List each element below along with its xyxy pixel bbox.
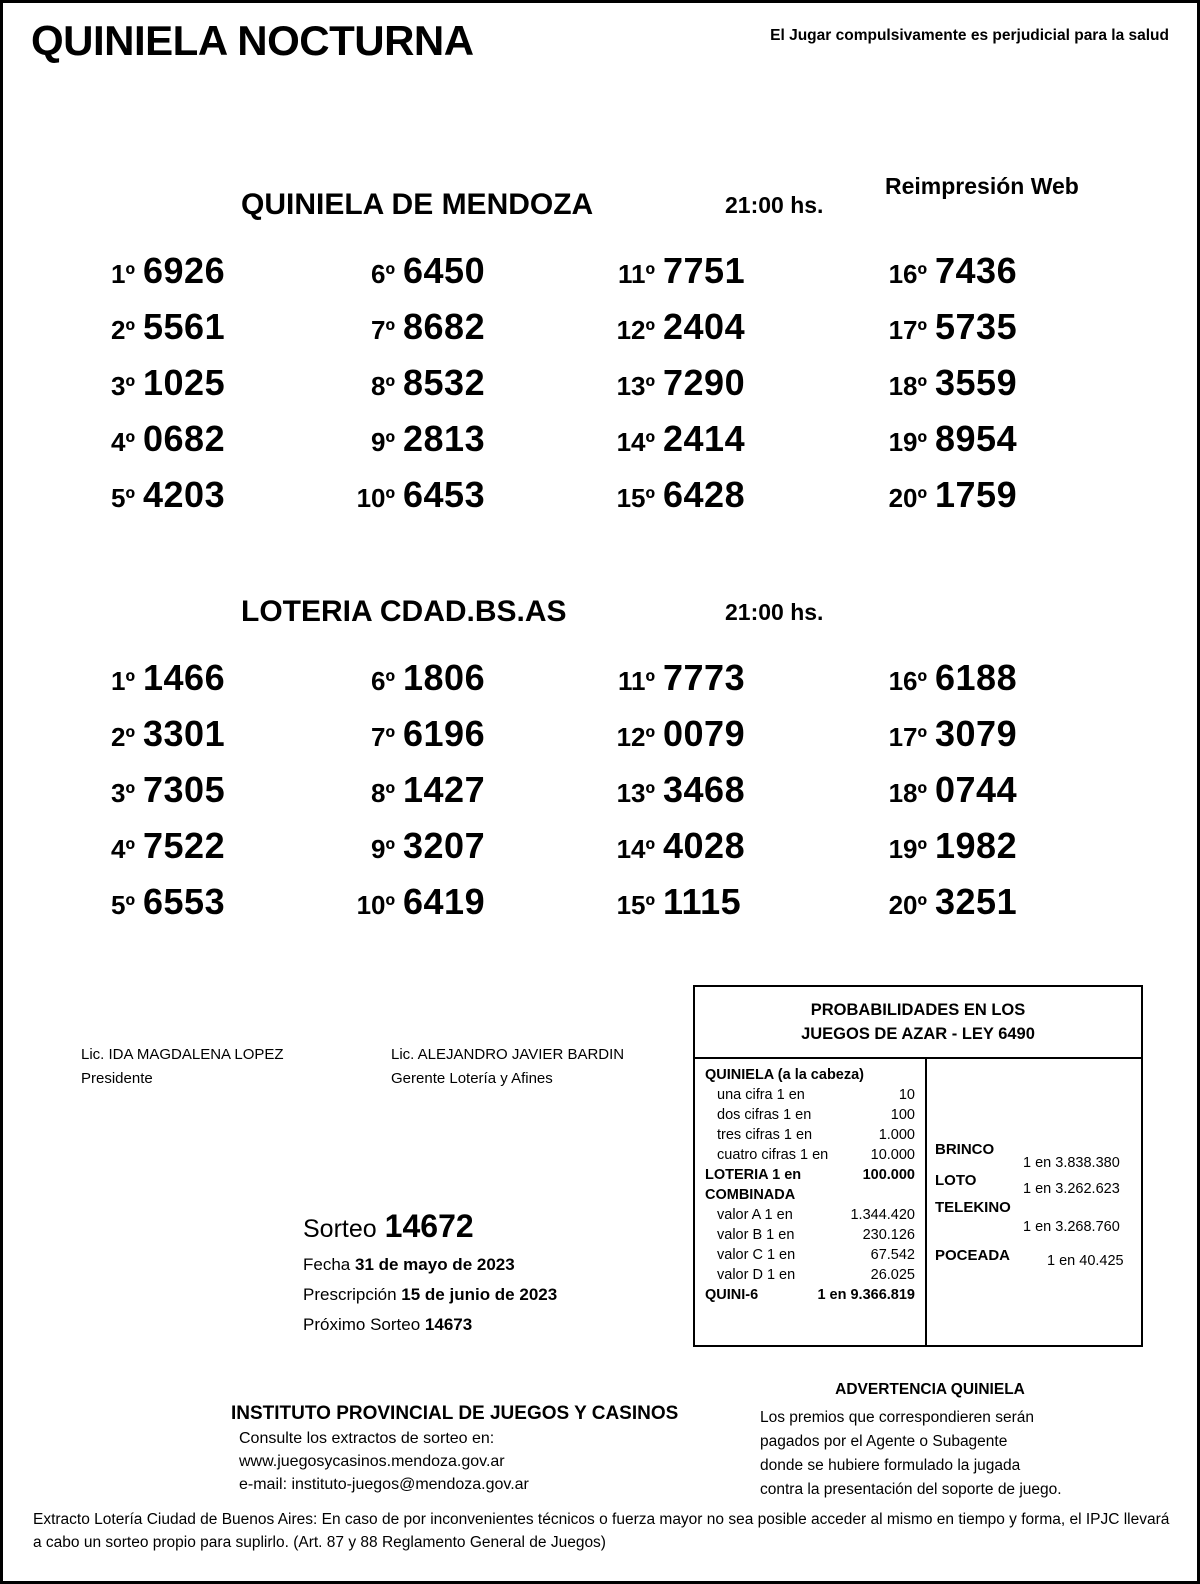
result-number: 7522 xyxy=(143,825,226,866)
result-position: 6º xyxy=(371,259,395,289)
result-cell xyxy=(875,250,1017,302)
result-cell xyxy=(875,825,1017,877)
probability-value: 10 xyxy=(898,1086,915,1103)
probability-label: COMBINADA xyxy=(705,1186,796,1203)
result-position: 14º xyxy=(616,834,655,864)
result-cell xyxy=(83,713,225,765)
result-number: 2414 xyxy=(663,418,746,459)
institute-title: INSTITUTO PROVINCIAL DE JUEGOS Y CASINOS xyxy=(231,1403,679,1424)
result-cell xyxy=(603,713,745,765)
signature-name: Lic. IDA MAGDALENA LOPEZ xyxy=(81,1046,284,1063)
result-position: 11º xyxy=(618,666,655,696)
result-cell xyxy=(83,362,225,414)
reprint-label: Reimpresión Web xyxy=(885,173,1079,199)
result-position: 15º xyxy=(616,483,655,513)
result-number: 6188 xyxy=(935,657,1018,698)
result-number: 5735 xyxy=(935,306,1018,347)
result-cell xyxy=(603,474,745,526)
result-cell xyxy=(343,713,485,765)
probability-row xyxy=(695,1107,925,1127)
probability-row xyxy=(695,1247,925,1267)
sorteo-fecha xyxy=(303,1255,673,1275)
result-number: 6196 xyxy=(403,713,486,754)
result-number: 5561 xyxy=(143,306,226,347)
result-number: 8954 xyxy=(935,418,1018,459)
result-number: 3559 xyxy=(935,362,1018,403)
probability-label: una cifra 1 en xyxy=(717,1086,805,1103)
result-cell xyxy=(83,657,225,709)
probability-value: 1.000 xyxy=(878,1126,915,1143)
result-cell xyxy=(343,250,485,302)
probability-row xyxy=(695,1227,925,1247)
result-cell xyxy=(83,250,225,302)
draw-name: QUINIELA DE MENDOZA xyxy=(241,188,594,221)
probabilities-body xyxy=(695,1057,1141,1345)
draw-header xyxy=(3,188,1200,244)
probability-row xyxy=(695,1207,925,1227)
sorteo-proximo xyxy=(303,1315,673,1335)
probability-label: valor C 1 en xyxy=(717,1246,796,1263)
game-name xyxy=(935,1141,994,1158)
footnote: Extracto Lotería Ciudad de Buenos Aires: En caso de por inconvenientes técnicos o fuerza mayor no sea posible acceder al mismo en tiempo y forma, el IPJC llevará a cabo un sorteo propio para suplirlo. (Art. 87 y 88 Reglamento General de Juegos) xyxy=(33,1511,1170,1552)
result-number: 1759 xyxy=(935,474,1018,515)
result-number: 6450 xyxy=(403,250,486,291)
probability-label: QUINIELA (a la cabeza) xyxy=(705,1066,865,1083)
result-position: 10º xyxy=(356,890,395,920)
probability-row xyxy=(695,1287,925,1307)
advertencia-line: Los premios que correspondieren serán xyxy=(760,1409,1034,1427)
result-cell xyxy=(83,418,225,470)
result-number: 7290 xyxy=(663,362,746,403)
probability-label: valor A 1 en xyxy=(717,1206,793,1223)
advertencia-line: contra la presentación del soporte de juego. xyxy=(760,1481,1062,1499)
probability-value: 100.000 xyxy=(862,1166,915,1183)
result-cell xyxy=(343,306,485,358)
result-number: 3207 xyxy=(403,825,486,866)
result-position: 18º xyxy=(888,371,927,401)
probabilities-title-line1: PROBABILIDADES EN LOS xyxy=(810,1001,1026,1019)
result-cell xyxy=(875,306,1017,358)
draw-time: 21:00 hs. xyxy=(725,192,824,218)
game-name xyxy=(935,1247,1010,1264)
results-grid xyxy=(3,250,1200,530)
draw-name: LOTERIA CDAD.BS.AS xyxy=(241,595,567,628)
result-number: 6419 xyxy=(403,881,486,922)
result-position: 17º xyxy=(888,722,927,752)
probability-row xyxy=(695,1087,925,1107)
game-name xyxy=(935,1172,976,1189)
result-cell xyxy=(603,306,745,358)
game-name-label: TELEKINO xyxy=(935,1198,1011,1216)
result-position: 17º xyxy=(888,315,927,345)
proximo-value: 14673 xyxy=(424,1315,473,1334)
probability-row xyxy=(695,1267,925,1287)
probability-value: 100 xyxy=(890,1106,915,1123)
probability-value: 67.542 xyxy=(870,1246,915,1263)
game-odds: 1 en 3.838.380 xyxy=(1023,1154,1120,1171)
result-cell xyxy=(875,657,1017,709)
result-position: 8º xyxy=(371,371,395,401)
result-cell xyxy=(83,306,225,358)
result-number: 0744 xyxy=(935,769,1018,810)
result-position: 2º xyxy=(111,722,135,752)
result-position: 13º xyxy=(616,371,655,401)
probabilities-right-column xyxy=(927,1059,1141,1345)
result-position: 1º xyxy=(111,259,135,289)
advertencia-block xyxy=(760,1378,1100,1502)
masthead xyxy=(31,17,1169,71)
result-number: 3301 xyxy=(143,713,226,754)
probability-row xyxy=(695,1067,925,1087)
game-name-label: BRINCO xyxy=(935,1140,995,1158)
result-position: 4º xyxy=(111,834,135,864)
game-name-label: LOTO xyxy=(935,1171,977,1189)
result-number: 1806 xyxy=(403,657,486,698)
gambling-warning: El Jugar compulsivamente es perjudicial para la salud xyxy=(770,27,1169,44)
result-position: 9º xyxy=(371,834,395,864)
signature-role: Gerente Lotería y Afines xyxy=(391,1070,553,1087)
result-cell xyxy=(343,362,485,414)
result-cell xyxy=(603,250,745,302)
game-odds: 1 en 40.425 xyxy=(1047,1252,1124,1269)
result-cell xyxy=(603,418,745,470)
result-number: 6428 xyxy=(663,474,746,515)
signature-name: Lic. ALEJANDRO JAVIER BARDIN xyxy=(391,1046,625,1063)
game-odds: 1 en 3.262.623 xyxy=(1023,1180,1120,1197)
probability-row xyxy=(695,1167,925,1187)
result-cell xyxy=(875,881,1017,933)
result-position: 19º xyxy=(888,427,927,457)
sorteo-info xyxy=(303,1208,673,1335)
result-number: 3079 xyxy=(935,713,1018,754)
result-position: 9º xyxy=(371,427,395,457)
prescripcion-label: Prescripción xyxy=(303,1285,397,1304)
result-position: 13º xyxy=(616,778,655,808)
result-number: 7773 xyxy=(663,657,746,698)
draw-time: 21:00 hs. xyxy=(725,599,824,625)
result-cell xyxy=(83,769,225,821)
probability-value: 1 en 9.366.819 xyxy=(817,1286,915,1303)
result-position: 7º xyxy=(371,722,395,752)
institute-block xyxy=(231,1403,721,1494)
result-position: 5º xyxy=(111,483,135,513)
probability-label: valor D 1 en xyxy=(717,1266,796,1283)
result-number: 3468 xyxy=(663,769,746,810)
probabilities-title-line2: JUEGOS DE AZAR - LEY 6490 xyxy=(801,1024,1035,1043)
result-position: 12º xyxy=(616,722,655,752)
result-cell xyxy=(875,362,1017,414)
result-position: 2º xyxy=(111,315,135,345)
result-position: 1º xyxy=(111,666,135,696)
result-cell xyxy=(343,825,485,877)
result-position: 11º xyxy=(618,259,655,289)
result-cell xyxy=(83,474,225,526)
probability-label: cuatro cifras 1 en xyxy=(717,1146,829,1163)
result-position: 15º xyxy=(616,890,655,920)
draw-block-bsas xyxy=(3,595,1200,937)
probability-row xyxy=(695,1187,925,1207)
institute-email: e-mail: instituto-juegos@mendoza.gov.ar xyxy=(239,1476,529,1493)
draw-header xyxy=(3,595,1200,651)
probabilities-panel xyxy=(693,985,1143,1347)
game-odds: 1 en 3.268.760 xyxy=(1023,1218,1120,1235)
sorteo-prescripcion xyxy=(303,1285,673,1305)
result-cell xyxy=(603,657,745,709)
result-position: 3º xyxy=(111,371,135,401)
results-grid xyxy=(3,657,1200,937)
sorteo-label: Sorteo xyxy=(303,1215,377,1243)
result-position: 20º xyxy=(888,890,927,920)
probabilities-left-column xyxy=(695,1059,927,1345)
result-cell xyxy=(603,825,745,877)
signature-role: Presidente xyxy=(81,1070,153,1087)
advertencia-line: donde se hubiere formulado la jugada xyxy=(760,1457,1021,1475)
result-cell xyxy=(603,881,741,933)
result-position: 20º xyxy=(888,483,927,513)
probability-value: 230.126 xyxy=(862,1226,915,1243)
result-cell xyxy=(343,418,485,470)
institute-website: www.juegosycasinos.mendoza.gov.ar xyxy=(239,1453,505,1470)
result-position: 10º xyxy=(356,483,395,513)
probability-label: valor B 1 en xyxy=(717,1226,795,1243)
result-position: 19º xyxy=(888,834,927,864)
game-name xyxy=(935,1199,1011,1216)
result-number: 6926 xyxy=(143,250,226,291)
probability-row xyxy=(695,1127,925,1147)
result-number: 3251 xyxy=(935,881,1018,922)
probability-label: dos cifras 1 en xyxy=(717,1106,812,1123)
probability-value: 26.025 xyxy=(870,1266,915,1283)
result-cell xyxy=(343,474,485,526)
fecha-value: 31 de mayo de 2023 xyxy=(354,1255,515,1274)
result-position: 16º xyxy=(888,666,927,696)
sorteo-number-line xyxy=(303,1208,673,1245)
signature-president xyxy=(81,1046,284,1087)
probability-row xyxy=(695,1147,925,1167)
result-cell xyxy=(875,418,1017,470)
result-cell xyxy=(875,474,1017,526)
institute-line-consulte: Consulte los extractos de sorteo en: xyxy=(239,1430,495,1447)
result-cell xyxy=(343,769,485,821)
result-cell xyxy=(83,881,225,933)
result-cell xyxy=(603,769,745,821)
probability-label: LOTERIA 1 en xyxy=(705,1166,802,1183)
draw-block-mendoza xyxy=(3,188,1200,530)
result-number: 1982 xyxy=(935,825,1018,866)
result-position: 12º xyxy=(616,315,655,345)
result-number: 1466 xyxy=(143,657,226,698)
probabilities-title xyxy=(695,987,1141,1057)
probability-value: 10.000 xyxy=(870,1146,915,1163)
signature-manager xyxy=(391,1046,624,1087)
result-number: 7305 xyxy=(143,769,226,810)
result-cell xyxy=(343,657,485,709)
result-number: 0682 xyxy=(143,418,226,459)
result-cell xyxy=(83,825,225,877)
result-number: 4028 xyxy=(663,825,746,866)
prescripcion-value: 15 de junio de 2023 xyxy=(401,1285,558,1304)
page-title: QUINIELA NOCTURNA xyxy=(31,17,474,64)
result-number: 6553 xyxy=(143,881,226,922)
result-position: 7º xyxy=(371,315,395,345)
result-number: 2813 xyxy=(403,418,486,459)
result-position: 16º xyxy=(888,259,927,289)
result-number: 4203 xyxy=(143,474,226,515)
result-position: 3º xyxy=(111,778,135,808)
advertencia-title: ADVERTENCIA QUINIELA xyxy=(835,1381,1025,1398)
probability-value: 1.344.420 xyxy=(850,1206,915,1223)
result-position: 18º xyxy=(888,778,927,808)
result-number: 8682 xyxy=(403,306,486,347)
result-position: 8º xyxy=(371,778,395,808)
result-position: 14º xyxy=(616,427,655,457)
result-cell xyxy=(875,713,1017,765)
sorteo-number: 14672 xyxy=(384,1208,474,1244)
result-cell xyxy=(603,362,745,414)
result-position: 5º xyxy=(111,890,135,920)
probability-label: QUINI-6 xyxy=(705,1286,759,1303)
advertencia-line: pagados por el Agente o Subagente xyxy=(760,1433,1008,1451)
result-position: 6º xyxy=(371,666,395,696)
result-number: 2404 xyxy=(663,306,746,347)
result-number: 7436 xyxy=(935,250,1018,291)
result-number: 6453 xyxy=(403,474,486,515)
result-number: 0079 xyxy=(663,713,746,754)
fecha-label: Fecha xyxy=(303,1255,351,1274)
result-number: 1427 xyxy=(403,769,486,810)
result-cell xyxy=(875,769,1017,821)
result-position: 4º xyxy=(111,427,135,457)
result-number: 1025 xyxy=(143,362,226,403)
result-cell xyxy=(343,881,485,933)
proximo-label: Próximo Sorteo xyxy=(303,1315,421,1334)
result-number: 1115 xyxy=(663,881,742,922)
game-name-label: POCEADA xyxy=(935,1246,1011,1264)
result-number: 8532 xyxy=(403,362,486,403)
probability-label: tres cifras 1 en xyxy=(717,1126,813,1143)
result-number: 7751 xyxy=(663,250,746,291)
